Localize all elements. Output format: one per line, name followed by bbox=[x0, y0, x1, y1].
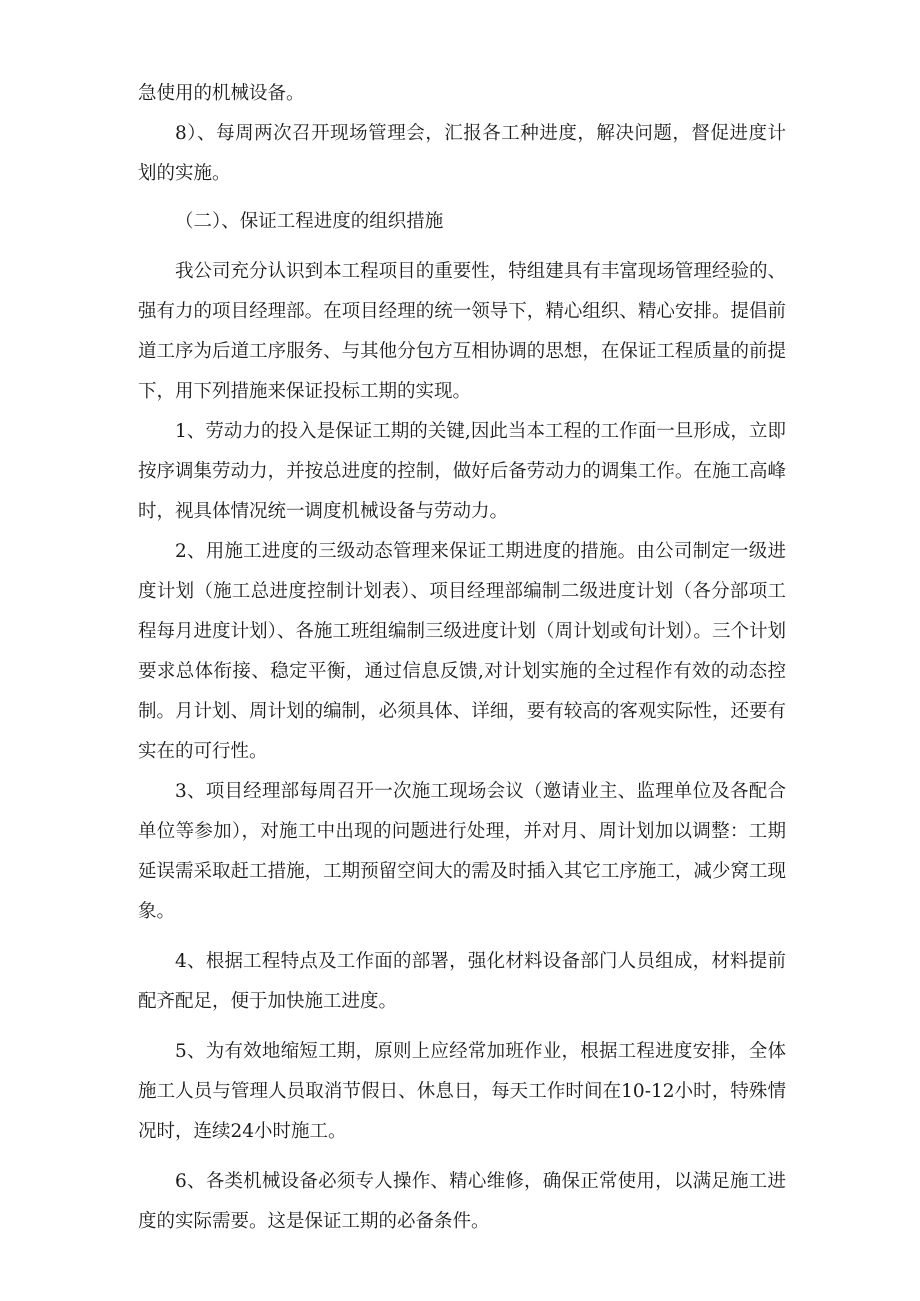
paragraph-item-8: 8）、每周两次召开现场管理会，汇报各工种进度，解决问题，督促进度计划的实施。 bbox=[138, 123, 786, 184]
section-heading: （二）、保证工程进度的组织措施 bbox=[175, 211, 444, 232]
document-page bbox=[138, 74, 786, 1242]
paragraph-measure-5: 5、为有效地缩短工期，原则上应经常加班作业，根据工程进度安排，全体施工人员与管理人员取消节假日、休息日，每天工作时间在10-12小时，特殊情况时，连续24小时施工。 bbox=[138, 1041, 786, 1142]
paragraph-measure-2: 2、用施工进度的三级动态管理来保证工期进度的措施。由公司制定一级进度计划（施工总进度控制计划表）、项目经理部编制二级进度计划（各分部项工程每月进度计划）、各施工班组编制三级进度计划（周计划或旬计划）。三个计划要求总体衔接、稳定平衡，通过信息反馈,对计划实施的全过程作有效的动态控制。月计划、周计划的编制，必须具体、详细，要有较高的客观实际性，还要有实在的可行性。 bbox=[138, 541, 786, 762]
paragraph-measure-6: 6、各类机械设备必须专人操作、精心维修，确保正常使用，以满足施工进度的实际需要。这是保证工期的必备条件。 bbox=[138, 1171, 786, 1232]
paragraph-intro: 我公司充分认识到本工程项目的重要性，特组建具有丰富现场管理经验的、强有力的项目经理部。在项目经理的统一领导下，精心组织、精心安排。提倡前道工序为后道工序服务、与其他分包方互相协调的思想，在保证工程质量的前提下，用下列措施来保证投标工期的实现。 bbox=[138, 261, 786, 402]
paragraph-continuation: 急使用的机械设备。 bbox=[138, 83, 305, 104]
paragraph-measure-1: 1、劳动力的投入是保证工期的关键,因此当本工程的工作面一旦形成，立即按序调集劳动力，并按总进度的控制，做好后备劳动力的调集工作。在施工高峰时，视具体情况统一调度机械设备与劳动力。 bbox=[138, 421, 786, 522]
paragraph-measure-4: 4、根据工程特点及工作面的部署，强化材料设备部门人员组成，材料提前配齐配足，便于加快施工进度。 bbox=[138, 951, 786, 1012]
paragraph-measure-3: 3、项目经理部每周召开一次施工现场会议（邀请业主、监理单位及各配合单位等参加），对施工中出现的问题进行处理，并对月、周计划加以调整：工期延误需采取赶工措施，工期预留空间大的需及时插入其它工序施工，减少窝工现象。 bbox=[138, 781, 786, 922]
